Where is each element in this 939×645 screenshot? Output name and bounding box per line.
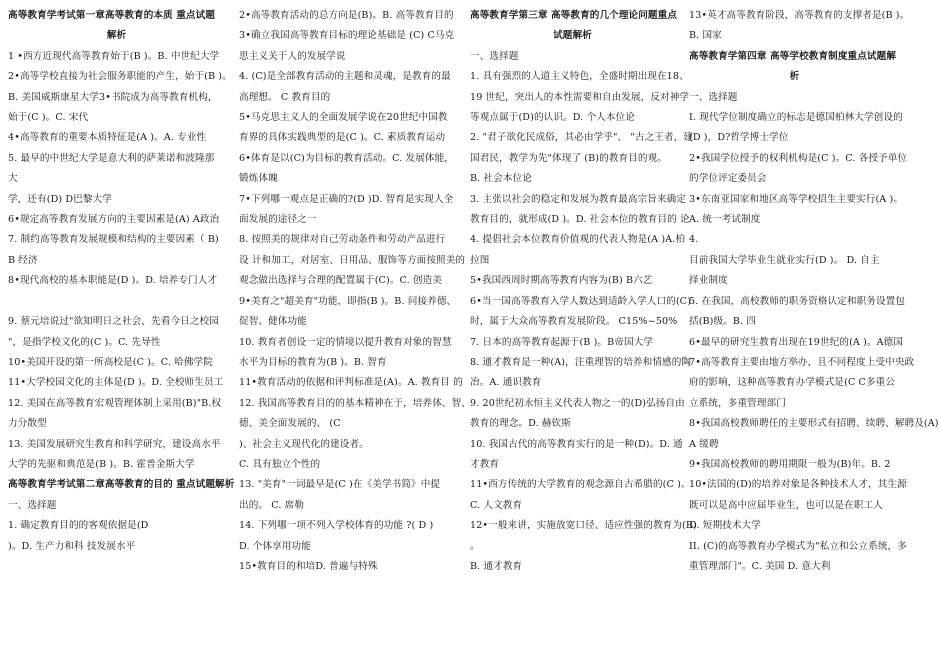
text-line: 的学位评定委员会 <box>689 173 767 185</box>
text-line: 12•一般来讲，实施放宽口径、适应性强的教育为(B) <box>470 520 697 532</box>
text-line: 才教育 <box>470 458 500 470</box>
text-line: 3•东南亚国家和地区高等学校招生主要实行(A )。 <box>689 193 904 205</box>
text-line: 3•确立我国高等教育目标的理论基础是 (C) C马克 <box>239 30 455 42</box>
text-line: 大 <box>8 173 18 185</box>
text-line: 9. 蔡元培说过"欲知明日之社会，先看今日之校园 <box>8 316 219 328</box>
text-line: 4. <box>689 234 699 246</box>
text-line: 13. "美育"一词最早是(C )在《美学书简》中提 <box>239 479 441 491</box>
text-line: 6•体育是以(C)为目标的教育活动。C. 发展体能， <box>239 152 454 164</box>
text-line: 11•教育活动的依据和评判标准是(A)。A. 教育目 的 <box>239 377 463 389</box>
text-line: 9•我国高校教师的聘用期限一般为(B)年。B. 2 <box>689 458 891 470</box>
text-line: 5•马克思主义人的全面发展学说在20世纪中国教 <box>239 112 448 124</box>
text-line: 5. 在我国，高校教师的职务资格认定和职务设置包 <box>689 295 906 307</box>
text-line: 6•规定高等教育发展方向的主要因素是(A) A政治 <box>8 214 220 226</box>
text-line: 一、选择题 <box>8 499 57 511</box>
text-line: 7•下列哪一观点是正确的?(D )D. 智育是实现人全 <box>239 193 454 205</box>
text-line: 12. 我国高等教育目的的基本精神在于，培养体、智、 <box>239 397 471 409</box>
text-line <box>8 292 225 312</box>
text-line: 思主义关于人的发展学说 <box>239 50 346 62</box>
text-line: B. 社会本位论 <box>470 173 532 185</box>
text-line: 5•我国西周时期高等教育内容为(B) B六艺 <box>470 275 653 287</box>
text-line: 府的影响，这种高等教育办学模式是(C C多重公 <box>689 377 896 389</box>
text-line: 观念做出选择与合理的配置属于(C)。C. 创造美 <box>239 275 443 287</box>
text-line: 力分散型 <box>8 418 47 430</box>
column-3 <box>458 6 697 645</box>
text-line: 10•法国的(D)的培养对象是各种技术人才，其生源 <box>689 479 907 491</box>
text-line: 。 <box>470 540 480 552</box>
text-line: 教育目的，就形成(D )。D. 社会本位的教育目的 论 <box>470 214 690 226</box>
text-line: 7. 制约高等教育发展规模和结构的主要因素（ B) <box>8 234 219 246</box>
text-line: D. 短期技术大学 <box>689 520 761 532</box>
section-heading: 试题解析 <box>553 30 592 42</box>
text-line: 4. 提倡社会本位教育价值观的代表人物是(A )A.柏 <box>470 234 686 246</box>
text-line: 设 计和加工，对居室、日用品、服饰等方面按照美的 <box>239 254 466 266</box>
text-line: 13•英才高等教育阶段，高等教育的支撑者是(B )。 <box>689 10 910 21</box>
text-line: 6•当一国高等教育入学人数达到适龄入学人口的(C) <box>470 295 691 307</box>
text-line: 9. 20世纪初永恒主义代表人物之一的(D)弘扬自由 <box>470 397 685 409</box>
text-line: C. 人文教育 <box>470 499 523 511</box>
text-line: 1. 确定教育目的的客观依据是(D <box>8 520 149 532</box>
text-line: 8. 通才教育是一种(A)，注重理智的培养和情感的陶 <box>470 356 692 368</box>
text-line: C. 具有独立个性的 <box>239 458 321 470</box>
text-line: 促智、健体功能 <box>239 316 307 328</box>
section-heading: 解析 <box>106 30 127 42</box>
text-line: )、社会主义现代化的建设者。 <box>239 438 369 450</box>
column-2 <box>233 6 471 645</box>
text-line: 水平为目标的教育为(B )。B. 智育 <box>239 356 387 368</box>
text-line: 德、美全面发展的、 (C <box>239 418 341 430</box>
text-line: 10. 教育者创设一定的情境以提升教育对象的智慧 <box>239 336 452 348</box>
section-heading: 高等教育学第四章 高等学校教育制度重点试题解 <box>689 50 897 62</box>
text-line: 15•教育目的和培D. 普遍与特殊 <box>239 560 378 572</box>
text-line: 11•西方传统的大学教育的观念源自古希腊的(C )。 <box>470 479 691 491</box>
text-line: 2•高等学校直接为社会服务职能的产生，始于(B )。 <box>8 71 232 83</box>
text-line: A 缓聘 <box>689 438 719 450</box>
column-4 <box>683 6 939 645</box>
text-line: 等观点属于(D)的认识。D. 个人本位论 <box>470 112 635 124</box>
text-line: 重管理部门"。C. 美国 D. 意大利 <box>689 560 831 572</box>
text-line: 7. 日本的高等教育起源于(B )。B帝国大学 <box>470 336 654 348</box>
text-line: 5. 最早的中世纪大学是意大利的萨莱诺和波隆那 <box>8 152 215 164</box>
text-line: D. 个体享用功能 <box>239 540 311 552</box>
text-line: 时，属于大众高等教育发展阶段。 C15%~50% <box>470 316 678 328</box>
text-line: 锻炼体魄 <box>239 173 278 185</box>
text-line: 6•最早的研究生教育出现在19世纪的(A )。A德国 <box>689 336 904 348</box>
section-heading: 高等教育学考试第一章高等教育的本质 重点试题 <box>8 10 216 21</box>
text-line: 高理想。 C 教育目的 <box>239 91 331 103</box>
text-line: 11•大学校园文化的主体是(D )。D. 全校师生员工 <box>8 377 224 389</box>
text-line: 19 世纪，突出人的本性需要和自由发展，反对神学 <box>470 91 690 103</box>
text-line: 育界的具体实践典型的是(C )。C. 素质教育运动 <box>239 132 446 144</box>
text-line: 教育的理念。D. 赫钦斯 <box>470 418 571 430</box>
text-line: 国君民，教学为先"体现了 (B)的教育目的观。 <box>470 152 667 164</box>
text-line: 既可以是高中应届毕业生，也可以是在职工人 <box>689 499 883 511</box>
text-line: 2•高等教育活动的总方向是(B)。B. 高等教育目的 <box>239 10 454 21</box>
text-line: B. 国家 <box>689 30 722 42</box>
text-line: 拉图 <box>470 254 490 266</box>
text-line: 8•现代高校的基本职能是(D )。D. 培养专门人才 <box>8 275 218 287</box>
text-line: )。D. 生产力和科 技发展水平 <box>8 540 136 552</box>
text-line: B. 通才教育 <box>470 560 523 572</box>
text-line: II. (C)的高等教育办学模式为"私立和公立系统，多 <box>689 540 907 552</box>
column-1 <box>8 6 233 645</box>
text-line: 1. 具有强烈的人道主义特色，全盛时期出现在18、 <box>470 71 689 83</box>
text-line: 13. 美国发展研究生教育和科学研究，建设高水平 <box>8 438 221 450</box>
text-line: 2•我国学位授予的权利机构是(C )。C. 各授予单位 <box>689 152 908 164</box>
text-line: "，是指学校文化的(C )。C. 先导性 <box>8 336 161 348</box>
text-line: 出的。 C. 席勒 <box>239 499 305 511</box>
text-line: 4. (C)是全部教育活动的主题和灵魂，是教育的最 <box>239 71 451 83</box>
section-heading: 高等教育学考试第二章高等教育的目的 重点试题解析 <box>8 479 235 491</box>
text-line: B 经济 <box>8 254 38 266</box>
text-line: A. 统一考试制度 <box>689 214 761 226</box>
section-heading: 析 <box>789 71 800 83</box>
text-line: 择业制度 <box>689 275 728 287</box>
text-line: 学，还有(D) D巴黎大学 <box>8 193 112 205</box>
text-line: 4•高等教育的重要本质特征是(A )。A. 专业性 <box>8 132 207 144</box>
text-line: 1 •西方近现代高等教育始于(B )。B. 中世纪大学 <box>8 50 220 62</box>
text-line: 始于(C )。C. 宋代 <box>8 112 89 124</box>
text-line: (D )，D?哲学博士学位 <box>689 132 789 144</box>
text-line: 8. 按照美的规律对自己劳动条件和劳动产品进行 <box>239 234 446 246</box>
text-line: 立系统，多重管理部门 <box>689 397 786 409</box>
text-line: 括(B)级。B. 四 <box>689 316 757 328</box>
text-line: 一、选择题 <box>689 91 738 103</box>
text-line: 12. 美国在高等教育宏观管理体制上采用(B)"B.权 <box>8 397 222 409</box>
text-line: 8•我国高校教师聘任的主要形式有招聘、续聘、解聘及(A) <box>689 418 939 430</box>
section-heading: 高等教育学第三章 高等教育的几个理论问题重点 <box>470 10 678 21</box>
text-line: 一、选择题 <box>470 50 519 62</box>
text-line: 目前我国大学毕业生就业实行(D )。 D. 自主 <box>689 254 880 266</box>
text-line: I. 现代学位制度确立的标志是德国柏林大学创设的 <box>689 112 903 124</box>
text-line: 9•美育之"超美育"功能，即指(B )。B. 问接养德、 <box>239 295 457 307</box>
text-line: 2. "君子欲化民成俗，其必由学乎"、 "古之王者，建 <box>470 132 694 144</box>
text-line: B. 美国威斯康星大学3•书院成为高等教育机构， <box>8 91 218 103</box>
text-line: 冶。A. 通识教育 <box>470 377 542 389</box>
text-line: 14. 下列哪一项不列入学校体育的功能 ?( D ) <box>239 520 434 532</box>
text-line: 7•高等教育主要由地方举办，且不同程度上受中央政 <box>689 356 915 368</box>
text-line: 10•美国开设的第一所高校是(C )。C. 哈佛学院 <box>8 356 213 368</box>
text-line: 大学的先驱和典范是(B )。B. 霍普金斯大学 <box>8 458 195 470</box>
text-line: 10. 我国古代的高等教育实行的是一种(D)。D. 通 <box>470 438 683 450</box>
text-line: 3. 主张以社会的稳定和发展为教育最高宗旨来确定 <box>470 193 687 205</box>
text-line: 面发展的途径之一 <box>239 214 317 226</box>
